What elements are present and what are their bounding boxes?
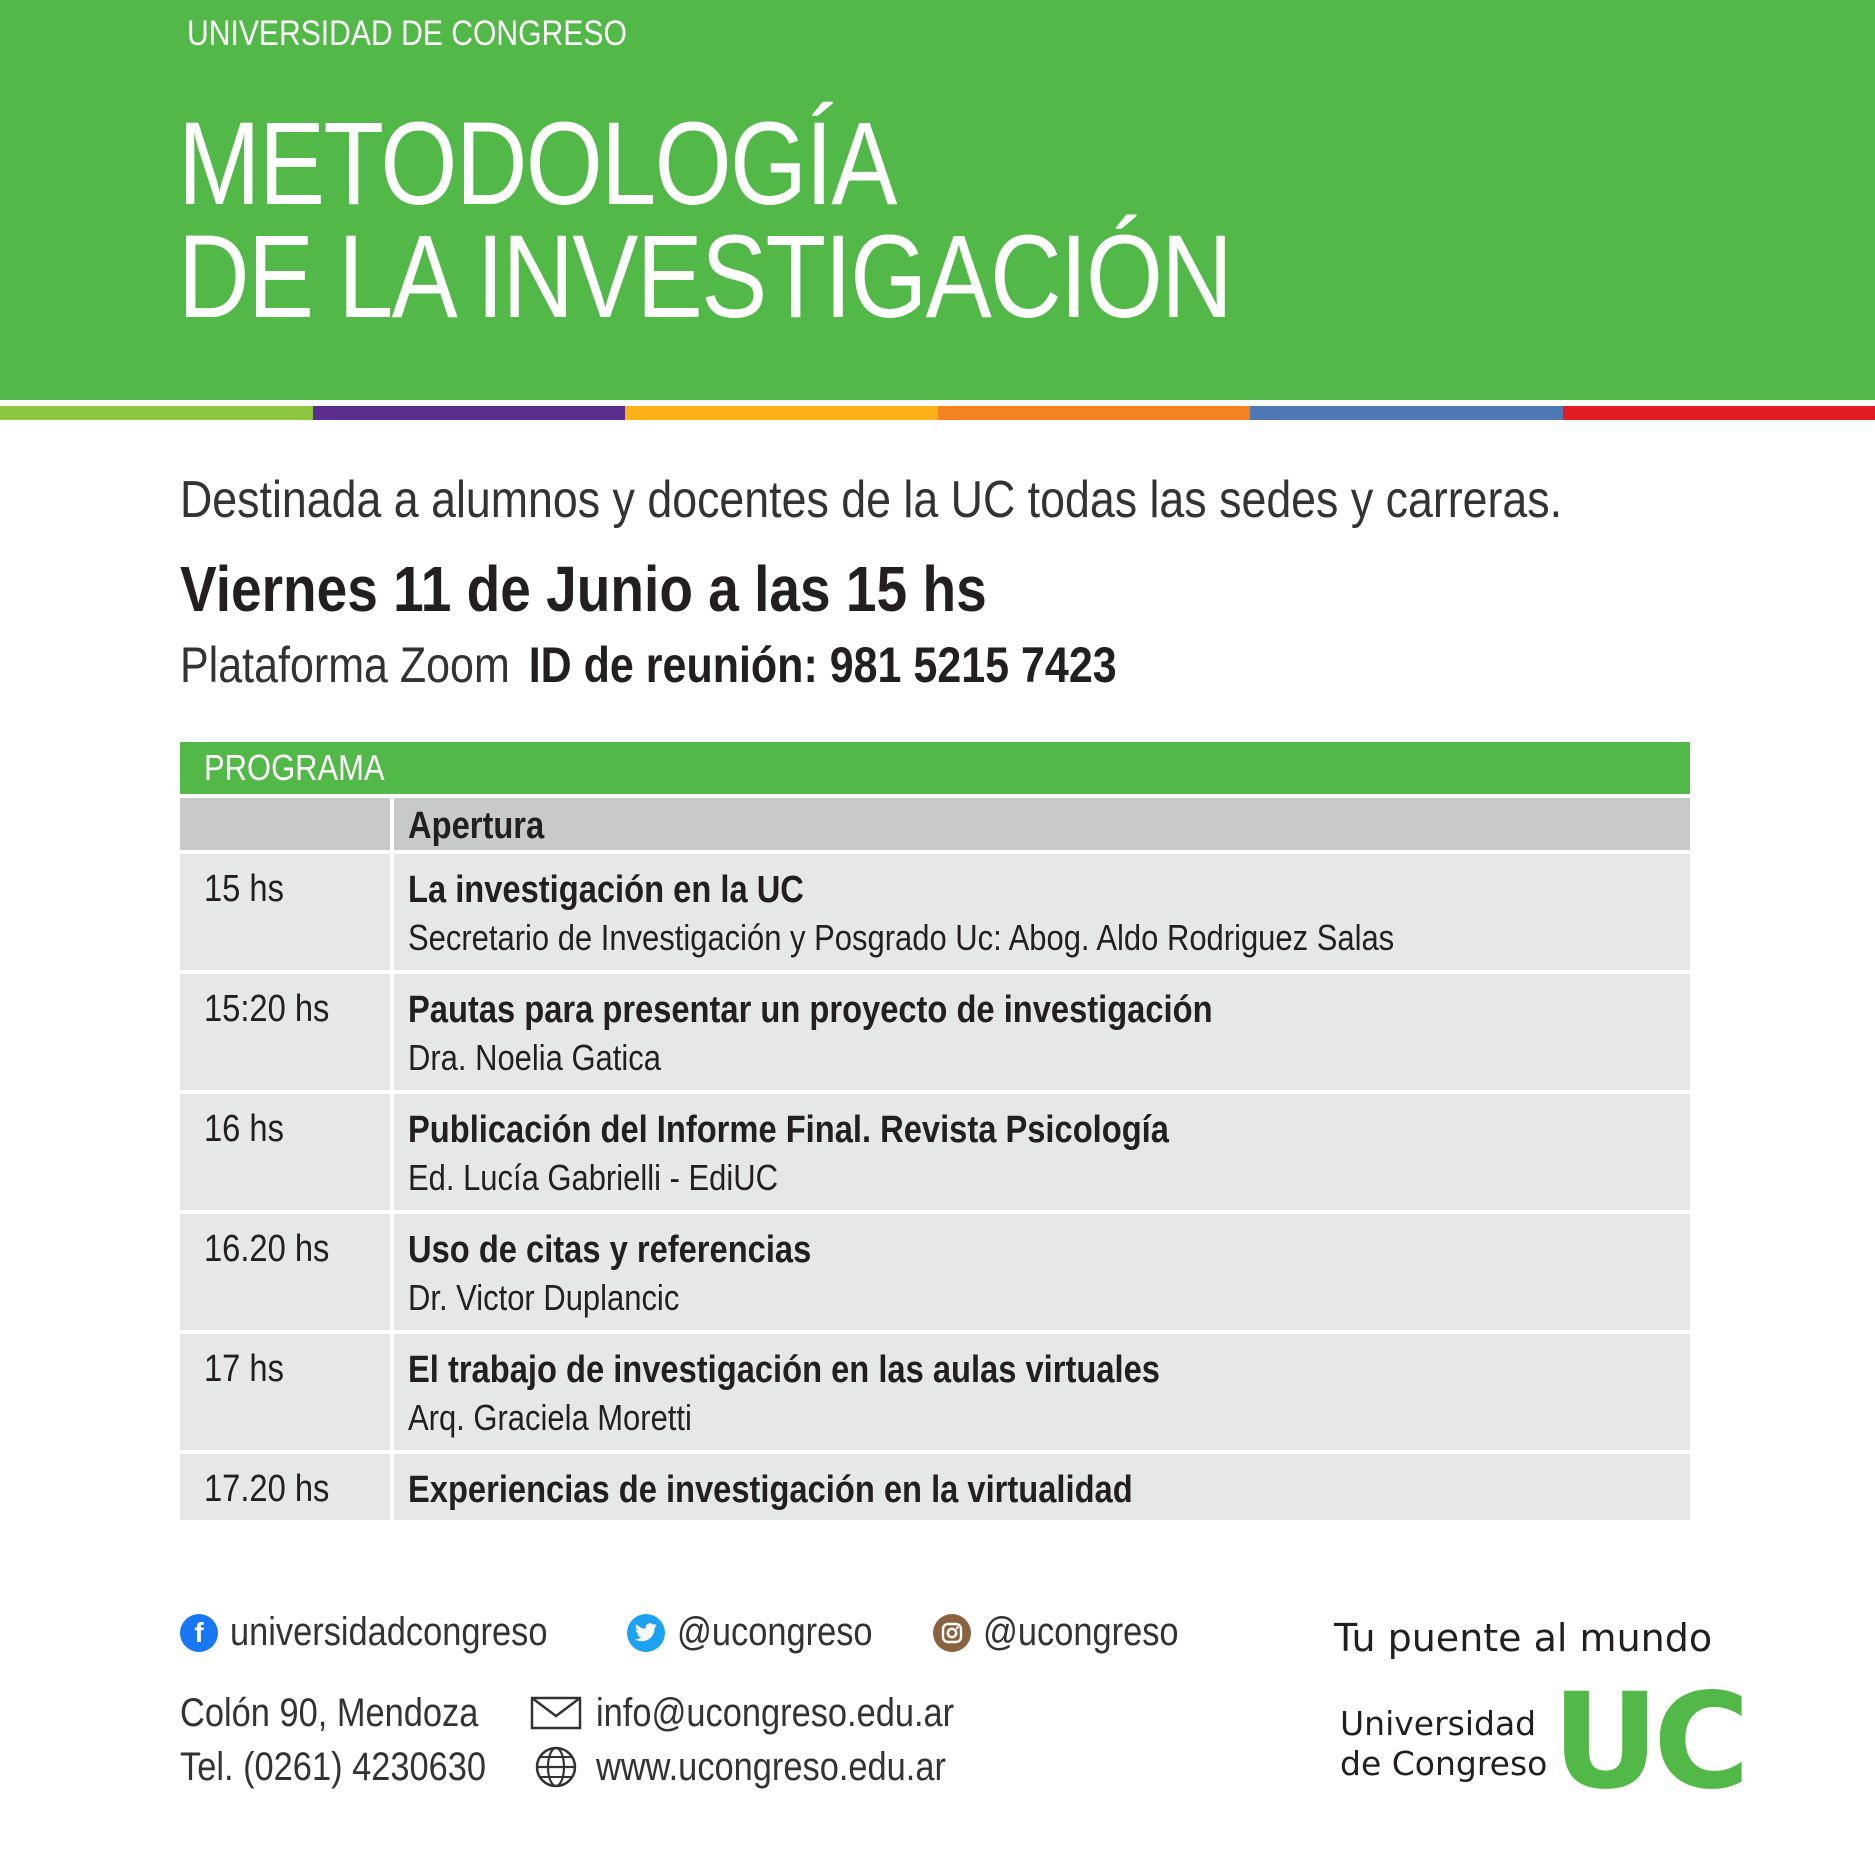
facebook-icon: f [180,1614,218,1652]
email-link[interactable] [530,1686,1012,1740]
table-cell-time: 15 hs [180,854,390,970]
platform-line [180,636,1117,694]
twitter-icon [627,1614,665,1652]
strip-segment-orange [938,406,1251,420]
session-title: Publicación del Informe Final. Revista Psicología [408,1109,1169,1151]
opening-title: Apertura [408,805,545,847]
table-row [180,1094,1690,1210]
strip-segment-purple [313,406,626,420]
session-title: Uso de citas y referencias [408,1229,812,1271]
program-table [180,798,1690,1524]
email-address: info@ucongreso.edu.ar [596,1690,955,1735]
contact-links [530,1686,1012,1794]
table-row [180,1454,1690,1520]
twitter-handle: @ucongreso [677,1610,873,1654]
session-speaker: Dr. Victor Duplancic [408,1277,680,1318]
platform-name: Plataforma Zoom [180,637,510,693]
facebook-link[interactable] [180,1610,599,1655]
phone: Tel. (0261) 4230630 [180,1745,487,1789]
table-cell-time: 15:20 hs [180,974,390,1090]
audience-text: Destinada a alumnos y docentes de la UC todas las sedes y carreras. [180,471,1563,529]
table-cell-content [394,1454,1690,1520]
social-links [180,1610,1238,1655]
color-strip [0,406,1875,420]
strip-segment-green [0,406,313,420]
university-name: UNIVERSIDAD DE CONGRESO [187,14,627,53]
table-cell-content [394,1334,1690,1450]
strip-segment-red [1563,406,1875,420]
session-speaker: Arq. Graciela Moretti [408,1397,692,1438]
twitter-link[interactable] [627,1610,904,1655]
table-row-opening [180,798,1690,850]
website-link[interactable] [530,1740,1012,1794]
session-speaker: Dra. Noelia Gatica [408,1037,661,1078]
session-speaker: Ed. Lucía Gabrielli - EdiUC [408,1157,778,1198]
instagram-handle: @ucongreso [982,1610,1179,1654]
page-title [178,98,1232,343]
title-line-1: METODOLOGÍA [178,98,896,230]
table-row [180,854,1690,970]
facebook-handle: universidadcongreso [230,1610,548,1654]
table-cell-time: 16 hs [180,1094,390,1210]
header-banner [0,0,1875,400]
logo-line-1: Universidad [1340,1704,1537,1743]
event-date: Viernes 11 de Junio a las 15 hs [180,553,987,625]
website-url: www.ucongreso.edu.ar [596,1744,946,1789]
table-cell-content [394,1094,1690,1210]
program-heading: PROGRAMA [180,742,1690,794]
table-cell-content [394,1214,1690,1330]
instagram-icon [933,1614,971,1652]
session-title: Pautas para presentar un proyecto de investigación [408,989,1213,1031]
session-title: El trabajo de investigación en las aulas virtuales [408,1349,1160,1391]
meeting-id: ID de reunión: 981 5215 7423 [528,637,1117,693]
table-row [180,1334,1690,1450]
envelope-icon [530,1696,582,1730]
address: Colón 90, Mendoza [180,1691,479,1735]
logo-line-2: de Congreso [1340,1744,1548,1783]
instagram-link[interactable] [933,1610,1210,1655]
table-cell-time: 16.20 hs [180,1214,390,1330]
strip-segment-blue [1250,406,1563,420]
address-block [180,1686,536,1794]
table-cell-content [394,974,1690,1090]
session-speaker: Secretario de Investigación y Posgrado Uc: Abog. Aldo Rodriguez Salas [408,917,1395,958]
uc-logo: UC [1552,1665,1745,1819]
table-cell-content [394,854,1690,970]
session-title: Experiencias de investigación en la virtualidad [408,1469,1133,1511]
title-line-2: DE LA INVESTIGACIÓN [178,211,1232,343]
table-row [180,974,1690,1090]
table-cell-time [180,798,390,850]
globe-icon [530,1745,582,1789]
table-cell-time: 17.20 hs [180,1454,390,1520]
strip-segment-yellow [625,406,938,420]
table-cell-time: 17 hs [180,1334,390,1450]
slogan: Tu puente al mundo [1334,1616,1713,1660]
table-cell-content [394,798,1690,850]
table-row [180,1214,1690,1330]
logo-wordmark [1340,1704,1547,1784]
session-title: La investigación en la UC [408,869,804,911]
